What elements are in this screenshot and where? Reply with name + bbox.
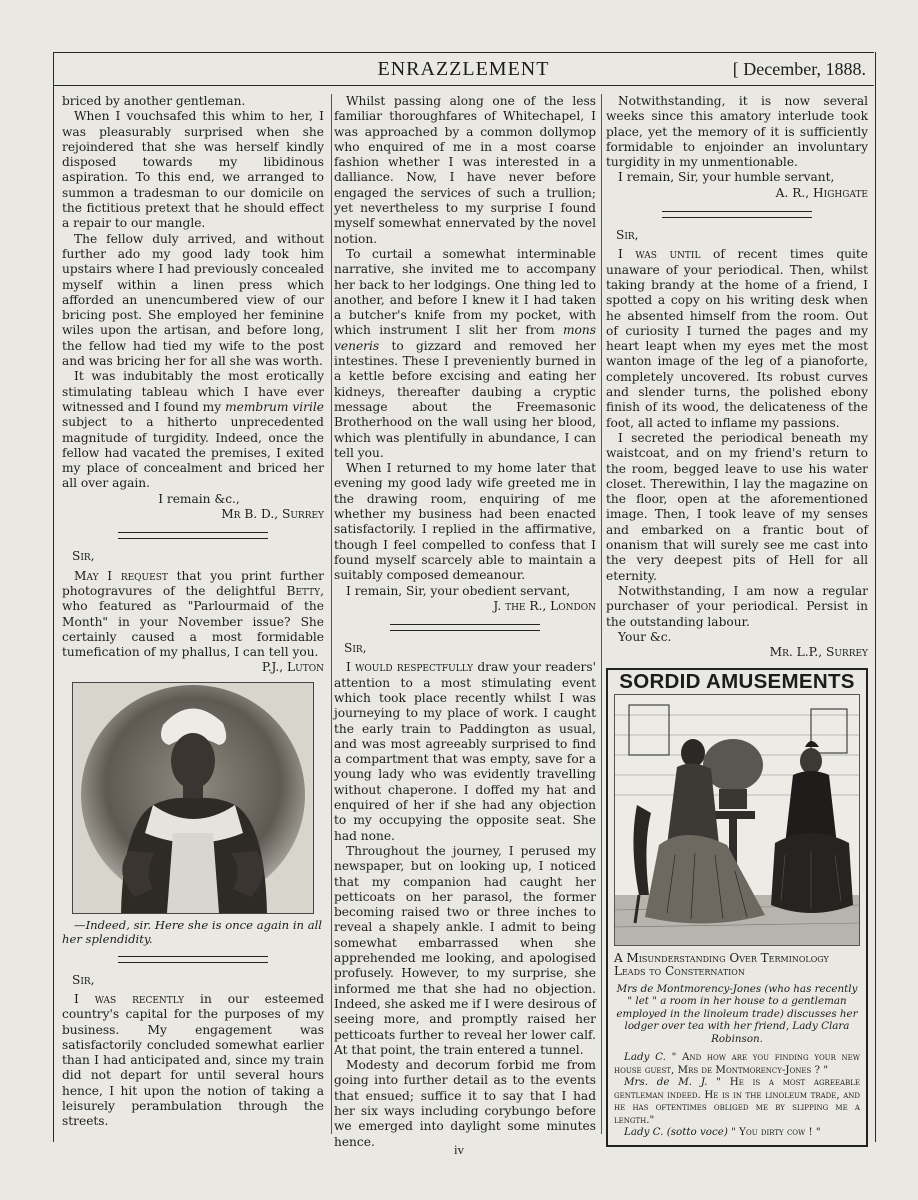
paragraph: When I returned to my home later that evening my good lady wife greeted me in the drawing room, enquiring of me whether my business had been enacted satisfactorily. I replied in the affirmative, though I feel compelled to confess that I found myself scarcely able to maintain a suitably composed demeanour. [334, 461, 596, 583]
sordid-amusements-box [606, 668, 868, 1146]
letter-close: I remain &c., [158, 491, 240, 506]
column-2 [334, 94, 596, 1150]
letter-signature: J. the R., London [493, 598, 596, 613]
masthead [53, 52, 874, 86]
sordid-intro: Mrs de Montmorency-Jones (who has recently " let " a room in her house to a gentleman employed in the linoleum trade) discusses her lodger over tea with her friend, Lady Clara Robinson. [616, 982, 858, 1045]
letter-signature: Mr. L.P., Surrey [769, 645, 868, 660]
paragraph: To curtail a somewhat interminable narrative, she invited me to accompany her back to her lodgings. One thing led to another, and before I knew it I had taken a butcher's knife from my pocket, with which instrument I slit her from mons veneris to gizzard and removed her intestines. These I preveniently burned in a kettle before excising and eating her kidneys, thereafter daubing a cryptic message about the Freemasonic Brotherhood on the wall using her blood, which was plentifully in abundance, I can tell you. [334, 246, 596, 460]
masthead-title: ENRAZZLEMENT [377, 58, 550, 80]
letter-signature: A. R., Highgate [775, 185, 868, 200]
paragraph: It was indubitably the most erotically stimulating tableau which I have ever witnessed and I found my membrum virile subject to a hitherto unprecedented magnitude of turgidity. Indeed, once the fellow had vacated the premises, I exited my place of concealment and briced her all over again. [62, 369, 324, 491]
paragraph: I was recently in our esteemed country's capital for the purposes of my business. My engagement was satisfactorily concluded somewhat earlier than I had anticipated and, since my train did not depart for until several hours hence, I hit upon the notion of taking a leisurely perambulation through the streets. [62, 991, 324, 1129]
letter-close: I remain, Sir, your humble servant, [618, 170, 835, 185]
salutation: Sir, [72, 549, 95, 564]
portrait-photograph [72, 682, 314, 914]
salutation: Sir, [72, 972, 95, 987]
photo-caption: —Indeed, sir. Here she is once again in all her splendidity. [62, 917, 323, 946]
dialogue-line: Mrs. de M. J. " He is a most agreeable gentleman indeed. He is in the linoleum trade, and he has oftentimes obliged me by slipping me a length." [614, 1076, 860, 1126]
section-rule [662, 211, 812, 218]
section-rule [118, 532, 268, 539]
letter-close: I remain, Sir, your obedient servant, [346, 583, 571, 598]
letter-signature: Mr B. D., Surrey [221, 507, 324, 522]
salutation: Sir, [616, 228, 639, 243]
dialogue-line: Lady C. " And how are you finding your new house guest, Mrs de Montmorency-Jones ? " [614, 1051, 860, 1076]
paragraph: I was until of recent times quite unaware of your periodical. Then, whilst taking brandy at the home of a friend, I spotted a copy on his writing desk when he absented himself from the room. Out of curiosity I turned the pages and my heart leapt when my eyes met the most wanton image of the leg of a pianoforte, completely uncovered. Its robust curves and slender turns, the polished ebony finish of its wood, the delicateness of the foot, all acted to inflame my passions. [606, 247, 868, 430]
section-rule [118, 956, 268, 963]
paragraph: Notwithstanding, I am now a regular purchaser of your periodical. Persist in the outstanding labour. [606, 583, 868, 629]
paragraph: Notwithstanding, it is now several weeks since this amatory interlude took place, yet the memory of it is sufficiently formidable to enjoinder an involuntary turgidity in my unmentionable. [606, 94, 868, 170]
section-rule [390, 624, 540, 631]
paragraph: briced by another gentleman. [62, 94, 246, 108]
column-3 [606, 94, 868, 1147]
paragraph: When I vouchsafed this whim to her, I was pleasurably surprised when she rejoindered that she was herself kindly disposed towards my libidinous aspiration. To this end, we arranged to summon a tradesman to our domicile on the fictitious pretext that he should effect a repair to our mangle. [62, 109, 324, 231]
column-divider [331, 94, 332, 1134]
letter-close: Your &c. [618, 629, 672, 644]
engraving-illustration [614, 694, 860, 946]
page-number: iv [453, 1142, 465, 1157]
paragraph: I secreted the periodical beneath my waistcoat, and on my friend's return to the room, begged leave to use his water closet. Therewithin, I lay the magazine on the floor, open at the aforementioned image. Then, I took leave of my senses and embarked on a frantic bout of onanism that will surely see me cast into the very deepest pits of Hell for all eternity. [606, 430, 868, 583]
paragraph: I would respectfully draw your readers' attention to a most stimulating event which took place recently whilst I was journeying to my place of work. I caught the early train to Paddington as usual, and was most agreeably surprised to find a compartment that was empty, save for a young lady who was evidently travelling without chaperone. I doffed my hat and enquired of her if she had any objection to my occupying the opposite seat. She had none. [334, 660, 596, 843]
sordid-heading: SORDID AMUSEMENTS [619, 670, 855, 694]
dialogue-line: Lady C. (sotto voce) " You dirty cow ! " [624, 1126, 821, 1139]
paragraph: Whilst passing along one of the less familiar thoroughfares of Whitechapel, I was approached by a common dollymop who enquired of me in a most coarse fashion whether I was interested in a dalliance. Now, I have never before engaged the services of such a trullion; yet nevertheless to my surprise I found myself somewhat ennervated by the novel notion. [334, 94, 596, 246]
column-divider [601, 94, 602, 1134]
column-1 [62, 94, 324, 1130]
salutation: Sir, [344, 641, 367, 656]
paragraph: Modesty and decorum forbid me from going into further detail as to the events that ensued; suffice it to say that I had her six ways including corybungo before we emerged into daylight some minutes hence. [334, 1058, 596, 1149]
letter-signature: P.J., Luton [261, 660, 324, 675]
paragraph: May I request that you print further photogravures of the delightful Betty, who featured as "Parlourmaid of the Month" in your November issue? She certainly caused a most formidable tumefication of my phallus, I can tell you. [62, 568, 324, 660]
paragraph: The fellow duly arrived, and without further ado my good lady took him upstairs where I had previously concealed myself within a linen press which afforded an unencumbered view of our bricing post. She employed her feminine wiles upon the artisan, and before long, the fellow had tied my wife to the post and was bricing her for all she was worth. [62, 231, 324, 369]
masthead-date: [ December, 1888. [732, 59, 866, 79]
sordid-subhead: A Misunderstanding Over Terminology Leads to Consternation [614, 950, 829, 979]
paragraph: Throughout the journey, I perused my newspaper, but on looking up, I noticed that my companion had caught her petticoats on her parasol, the former becoming raised two or three inches to reveal a shapely ankle. I admit to being somewhat embarrassed when she apprehended me looking, and apologised profusely. However, to my surprise, she informed me that she had no objection. Indeed, she asked me if I were desirous of seeing more, and promptly raised her petticoats further to reveal her lower calf. At that point, the train entered a tunnel. [334, 843, 596, 1057]
